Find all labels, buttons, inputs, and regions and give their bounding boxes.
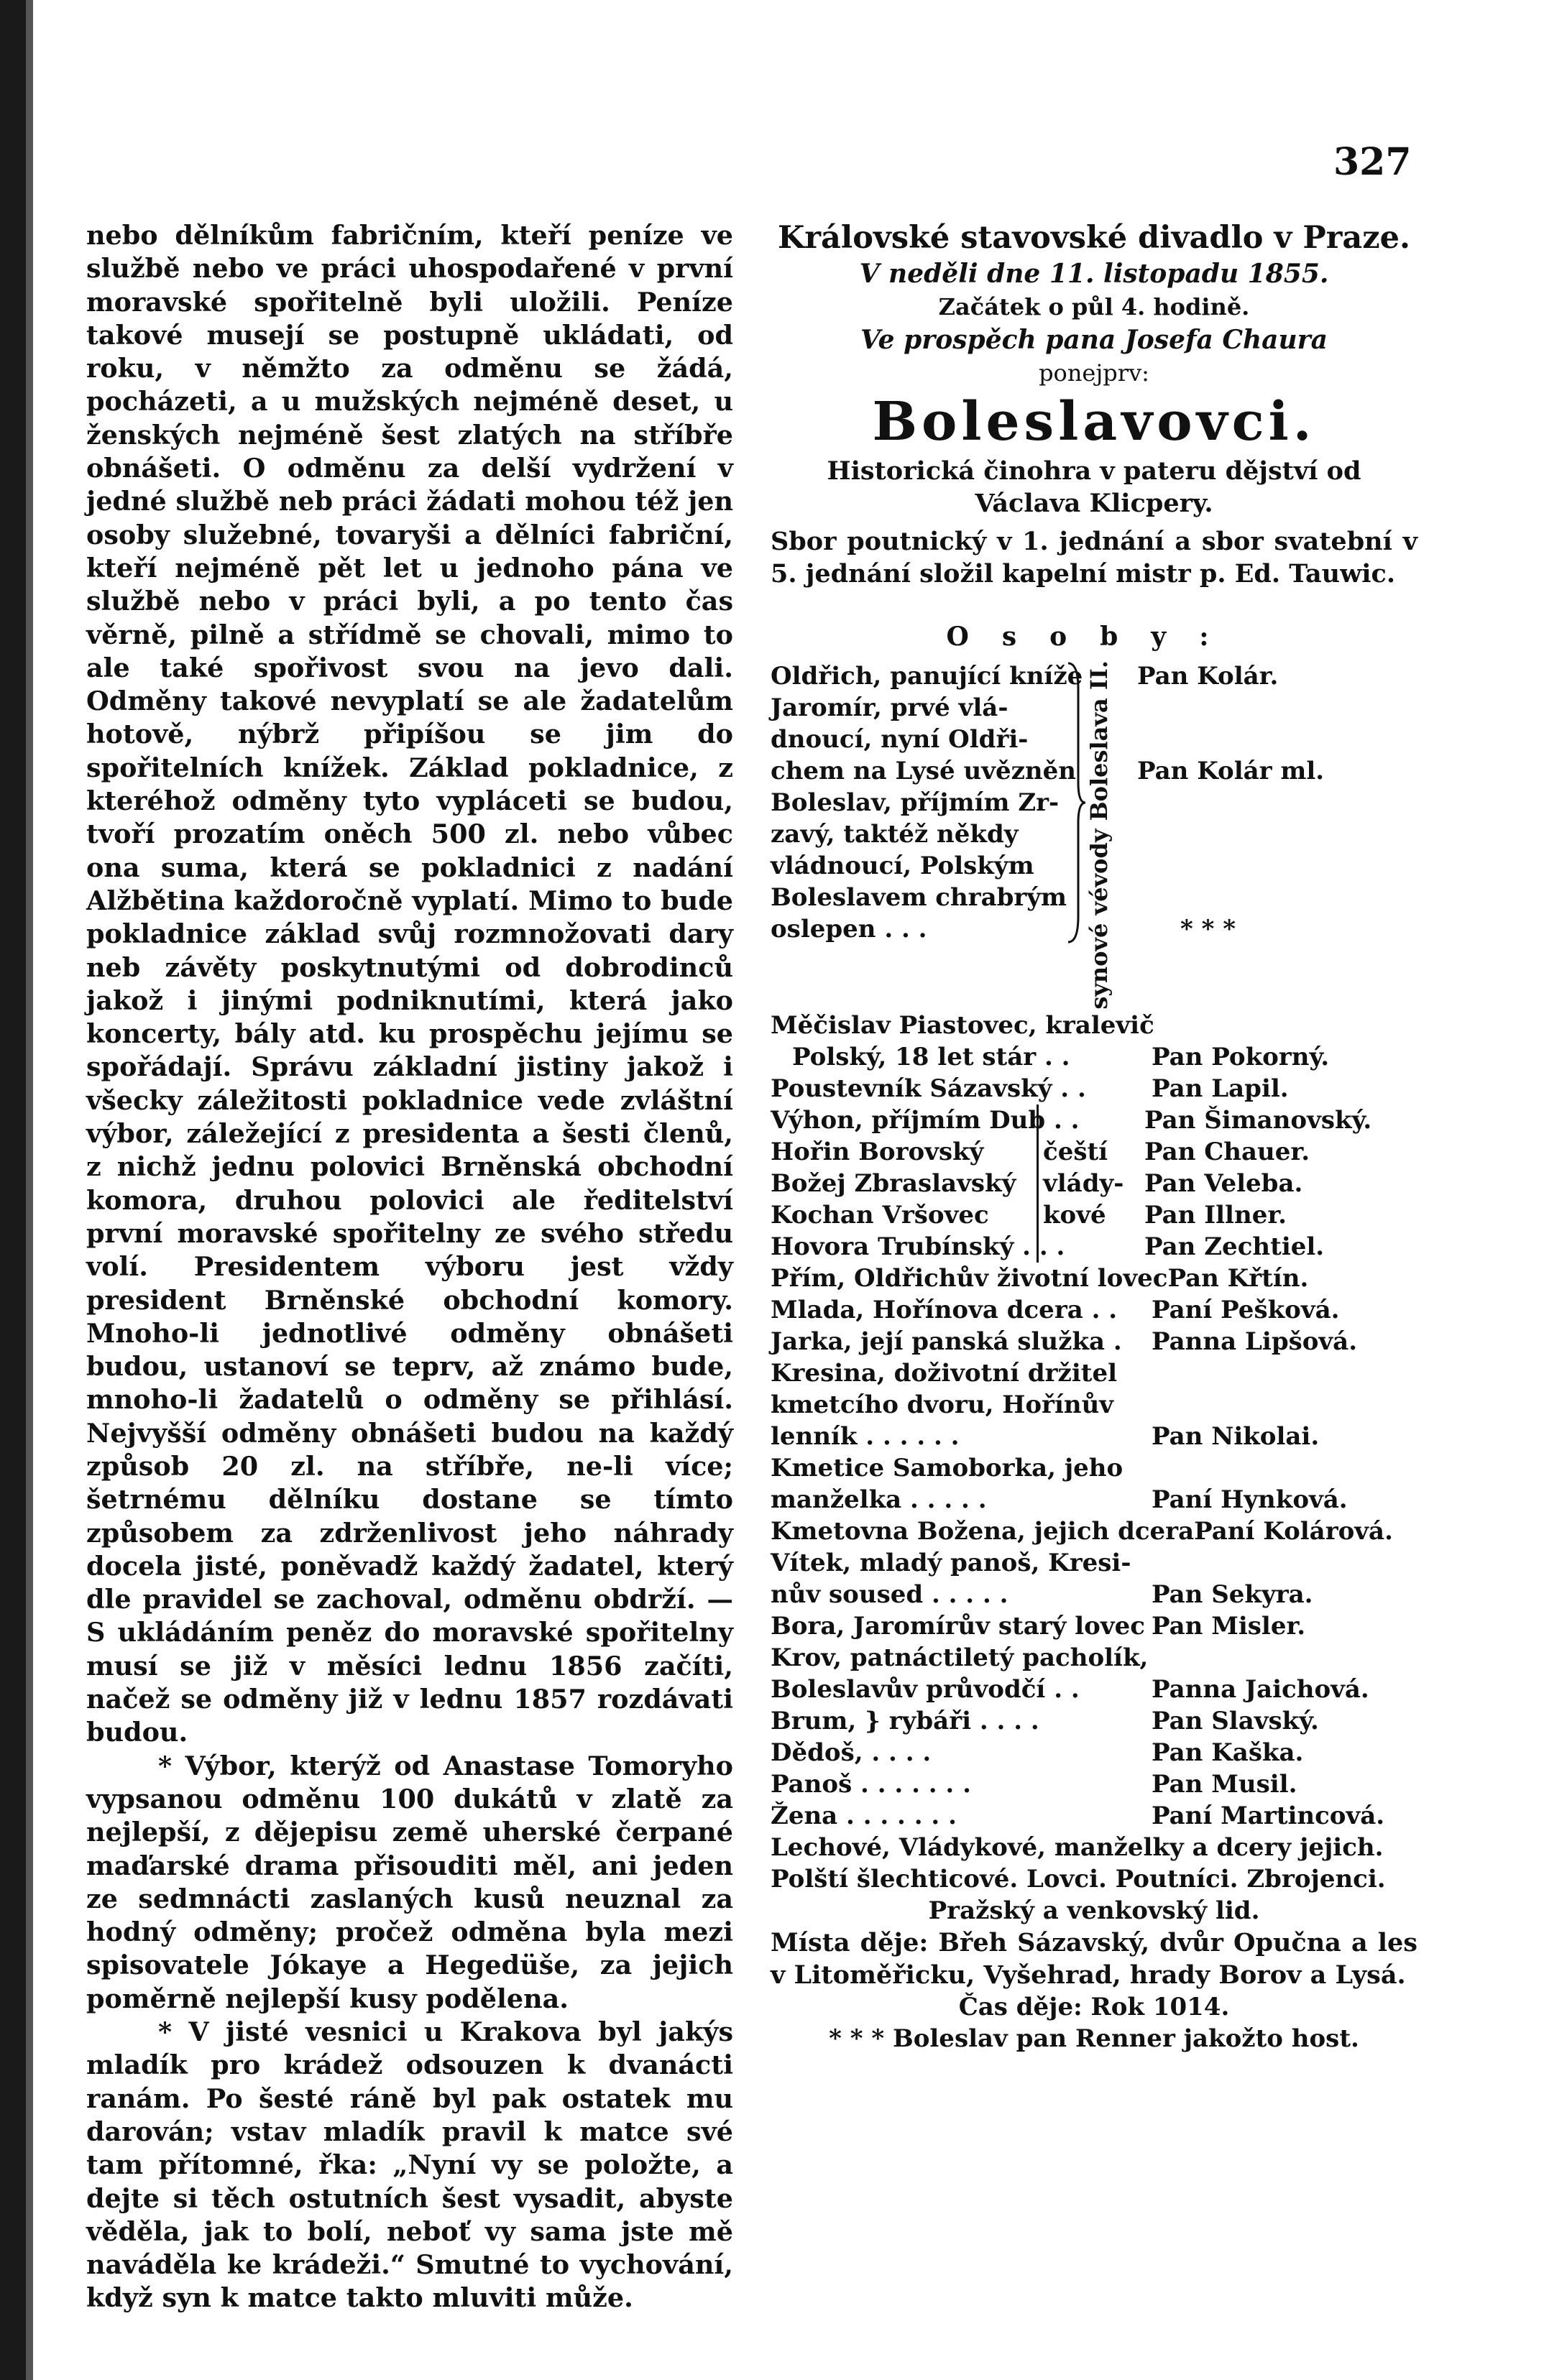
role: Vítek, mladý panoš, Kresi- — [771, 1548, 1131, 1577]
role: Bora, Jaromírův starý lovec — [771, 1611, 1145, 1641]
role-line: oslepen . . . — [771, 915, 927, 944]
scan-border — [0, 0, 26, 2380]
label-line: čeští — [1043, 1137, 1108, 1166]
actor-name: * * * — [1180, 915, 1236, 944]
czech-actors — [1144, 1104, 1417, 1263]
start-time: Začátek o půl 4. hodině. — [938, 293, 1250, 320]
role: Boleslavův průvodčí . . — [771, 1674, 1080, 1704]
cast-row — [771, 1737, 1417, 1768]
sons-group — [771, 660, 1417, 1010]
actor: Pan Slavský. — [1152, 1706, 1319, 1735]
cast-after — [771, 1263, 1417, 1832]
cast-row — [771, 1768, 1417, 1800]
actor: Pan Zechtiel. — [1144, 1232, 1325, 1261]
cast-row — [771, 1326, 1417, 1357]
role: Dědoš, . . . . — [771, 1738, 932, 1767]
cast-row — [771, 1041, 1417, 1073]
actor-name — [1137, 850, 1417, 882]
actor — [1154, 1010, 1417, 1041]
actor — [1152, 1389, 1417, 1421]
role: Mlada, Hořínova dcera . . — [771, 1295, 1118, 1324]
cast-row — [771, 1642, 1417, 1674]
actor-name — [1137, 787, 1417, 818]
cast-row — [771, 1579, 1417, 1610]
paragraph-savings: nebo dělníkům fabričním, kteří peníze ve službě nebo ve práci uhospodařené v první moravské spořitelně byli uložili. Peníze takové musejí se postupně ukládati, od roku, v němžto za odměnu se žádá, pocházeti, a u mužských nejméně deset, u ženských nejméně šest zlatých na stříbře obnášeti. O odměnu za delší vydržení v jedné službě neb práci žádati mohou též jen osoby služebné, tovaryši a dělníci fabriční, kteří nejméně pět let u jednoho pána ve službě nebo v práci byli, a po tento čas věrně, pilně a střídmě se chovali, mimo to ale také spořivost svou na jevo dali. Odměny takové nevyplatí se ale žadatelům hotově, nýbrž připíšou se jim do spořitelních knížek. Základ pokladnice, z kteréhož odměny tyto vypláceti se budou, tvoří prozatím oněch 500 zl. nebo vůbec ona suma, která se pokladnici z nadání Alžbětina každoročně vyplatí. Mimo to bude pokladnice základ svůj rozmnožovati dary neb závěty poskytnutými od dobrodinců jakož i jinými podniknutími, která jako koncerty, bály atd. ku prospěchu jejímu se spořádají. Správu základní jistiny jakož i všecky záležitosti pokladnice vede zvláštní výbor, záležející z presidenta a šesti členů, z nichž jednu polovici Brněnská obchodní komora, druhou polovici ale ředitelství první moravské spořitelny ze svého středu volí. Presidentem výboru jest vždy president Brněnské obchodní komory. Mnoho-li jednotlivé odměny obnášeti budou, ustanoví se teprv, až známo bude, mnoho-li žadatelů o odměny se přihlásí. Nejvyšší odměny obnášeti budou na každý způsob 20 zl. na stříbře, ne-li více; šetrnému dělníku dostane se tímto způsobem za zdrženlivost jeho náhrady docela jisté, poněvadž každý žadatel, který dle pravidel se zachoval, odměnu obdrží. — S ukládáním peněz do moravské spořitelny musí se již v měsíci lednu 1856 začíti, načež se odměny již v lednu 1857 rozdávati budou. — [86, 220, 733, 1748]
cast-row — [771, 1263, 1417, 1294]
role-line: Oldřich, panující kníže — [771, 662, 1083, 691]
persons-heading: Osoby: — [946, 622, 1242, 652]
czech-label — [1037, 1104, 1144, 1263]
extras-line: Lechové, Vládykové, manželky a dcery jejich. — [771, 1832, 1384, 1862]
actor — [1152, 1547, 1417, 1579]
role-line: Jaromír, prvé vlá- — [771, 693, 1008, 722]
role: Žena . . . . . . . — [771, 1801, 957, 1830]
actor: Paní Kolárová. — [1194, 1516, 1393, 1546]
role-line: vládnoucí, Polským — [771, 852, 1034, 880]
role: Kochan Vršovec — [771, 1200, 989, 1230]
extras-line: Polští šlechticové. Lovci. Poutníci. Zbrojenci. — [771, 1864, 1386, 1894]
actor: Pan Chauer. — [1144, 1137, 1310, 1166]
page-number: 327 — [1333, 140, 1412, 184]
actor: Paní Martincová. — [1152, 1801, 1385, 1830]
role-line: chem na Lysé uvězněn — [771, 757, 1076, 785]
role: Měčislav Piastovec, kralevič — [771, 1010, 1154, 1040]
time-of-action: Čas děje: Rok 1014. — [958, 1992, 1230, 2021]
role-line: Boleslav, příjmím Zr- — [771, 788, 1060, 817]
actor — [1152, 1357, 1417, 1389]
paragraph-krakow: * V jisté vesnici u Krakova byl jakýs mladík pro krádež odsouzen k dvanácti ranám. Po šesté ráně byl pak ostatek mu darován; vstav mladík pravil k matce své tam přítomné, řka: „Nyní vy se položte, a dejte si těch ostutních šest vysadit, abyste věděla, jak to bolí, neboť vy sama jste mě naváděla ke krádeži.“ Smutné to vychování, když syn k matce takto mluviti může. — [86, 2016, 733, 2314]
benefit-line: Ve prospěch pana Josefa Chaura — [860, 325, 1328, 355]
label-line: kové — [1043, 1200, 1106, 1230]
right-column — [771, 219, 1417, 2054]
role: Hovora Trubínský . . . — [771, 1232, 1065, 1261]
cast-row — [771, 1421, 1417, 1452]
role: lenník . . . . . . — [771, 1421, 960, 1451]
label-line: vlády- — [1043, 1168, 1124, 1198]
cast-row — [771, 1389, 1417, 1421]
actor: Pan Misler. — [1152, 1611, 1306, 1641]
label-line — [1043, 1104, 1144, 1136]
role: Božej Zbraslavský — [771, 1168, 1016, 1198]
actor: Pan Illner. — [1144, 1200, 1287, 1230]
cast-before — [771, 1010, 1417, 1104]
actor-name: Pan Kolár. — [1137, 662, 1279, 691]
role: Jarka, její panská služka . — [771, 1327, 1122, 1356]
actor: Pan Veleba. — [1144, 1168, 1303, 1198]
role: Krov, patnáctiletý pacholík, — [771, 1643, 1149, 1672]
first-time-label: ponejprv: — [1039, 359, 1149, 387]
cast-row — [771, 1674, 1417, 1705]
role: nův soused . . . . . — [771, 1579, 1008, 1609]
role: Brum, } rybáři . . . . — [771, 1706, 1039, 1735]
sons-brace-label: synové vévody Boleslava II. — [1085, 660, 1113, 1010]
role: Kmetovna Božena, jejich dcera — [771, 1516, 1195, 1546]
actor: Pan Sekyra. — [1152, 1579, 1313, 1609]
actor: Pan Lapil. — [1152, 1074, 1289, 1103]
guest-note: * * * Boleslav pan Renner jakožto host. — [829, 2024, 1359, 2053]
cast-row — [771, 1452, 1417, 1484]
extras-line: Pražský a venkovský lid. — [928, 1896, 1260, 1925]
role: Poustevník Sázavský . . — [771, 1074, 1086, 1103]
actor-name — [1137, 882, 1417, 913]
theatre-title: Královské stavovské divadlo v Praze. — [778, 220, 1410, 256]
czech-lords-group — [771, 1104, 1417, 1263]
music-note: Sbor poutnický v 1. jednání a sbor svatební v 5. jednání složil kapelní mistr p. Ed. Tauwic. — [771, 527, 1417, 589]
actor: Pan Kaška. — [1152, 1738, 1304, 1767]
sons-roles — [771, 660, 1083, 1010]
actor: Pan Musil. — [1152, 1769, 1297, 1799]
cast-row — [771, 1294, 1417, 1326]
performance-date: V neděli dne 11. listopadu 1855. — [859, 259, 1329, 289]
play-description: Historická činohra v pateru dějství od Václava Klicpery. — [827, 456, 1361, 518]
actor: Paní Pešková. — [1152, 1295, 1340, 1324]
actor: Pan Šimanovský. — [1144, 1105, 1372, 1135]
actor-name: Pan Kolár ml. — [1137, 757, 1325, 785]
cast-row — [771, 1800, 1417, 1832]
cast-row — [771, 1516, 1417, 1547]
cast-row — [771, 1705, 1417, 1737]
role: Kresina, doživotní držitel — [771, 1358, 1118, 1388]
places: Místa děje: Břeh Sázavský, dvůr Opučna a les v Litoměřicku, Vyšehrad, hrady Borov a Lysá. — [771, 1927, 1417, 1990]
actor — [1152, 1642, 1417, 1674]
role: Polský, 18 let stár . . — [792, 1042, 1070, 1071]
role: manželka . . . . . — [771, 1485, 987, 1514]
role: Přím, Oldřichův životní lovec — [771, 1263, 1168, 1293]
cast-row — [771, 1484, 1417, 1516]
role-line: zavý, taktéž někdy — [771, 820, 1019, 849]
scan-border-shadow — [26, 0, 33, 2380]
cast-row — [771, 1547, 1417, 1579]
cast-row — [771, 1010, 1417, 1041]
actor: Pan Nikolai. — [1152, 1421, 1320, 1451]
role: Panoš . . . . . . . — [771, 1769, 971, 1799]
sons-actors — [1137, 660, 1417, 1010]
role: Výhon, příjmím Dub . . — [771, 1105, 1080, 1135]
actor — [1152, 1452, 1417, 1484]
left-column — [86, 219, 733, 2315]
brace-icon — [1065, 660, 1087, 945]
cast-row — [771, 1357, 1417, 1389]
actor-name — [1137, 692, 1417, 724]
actor-name — [1137, 818, 1417, 850]
role-line: dnoucí, nyní Oldři- — [771, 725, 1029, 754]
play-title: Boleslavovci. — [872, 391, 1316, 453]
paragraph-drama-prize: * Výbor, kterýž od Anastase Tomoryho vypsanou odměnu 100 dukátů v zlatě za nejlepší, z dějepisu země uherské čerpané maďarské drama přisouditi měl, ani jeden ze sedmnácti zaslaných kusů neuznal za hodný odměny; pročež odměna byla mezi spisovatele Jókaye a Hegedüše, za jejich poměrně nejlepší kusy podělena. — [86, 1750, 733, 2014]
cast-row — [771, 1610, 1417, 1642]
actor: Pan Křtín. — [1167, 1263, 1309, 1293]
actor-name — [1137, 724, 1417, 755]
role: Kmetice Samoborka, jeho — [771, 1453, 1123, 1482]
label-line — [1043, 1231, 1144, 1263]
actor: Panna Jaichová. — [1152, 1674, 1369, 1704]
role: Hořin Borovský — [771, 1137, 984, 1166]
actor: Panna Lipšová. — [1152, 1327, 1358, 1356]
actor: Pan Pokorný. — [1152, 1042, 1330, 1071]
role-line: Boleslavem chrabrým — [771, 883, 1067, 912]
actor: Paní Hynková. — [1152, 1485, 1348, 1514]
cast-row — [771, 1073, 1417, 1104]
role: kmetcího dvoru, Hořínův — [771, 1390, 1114, 1419]
